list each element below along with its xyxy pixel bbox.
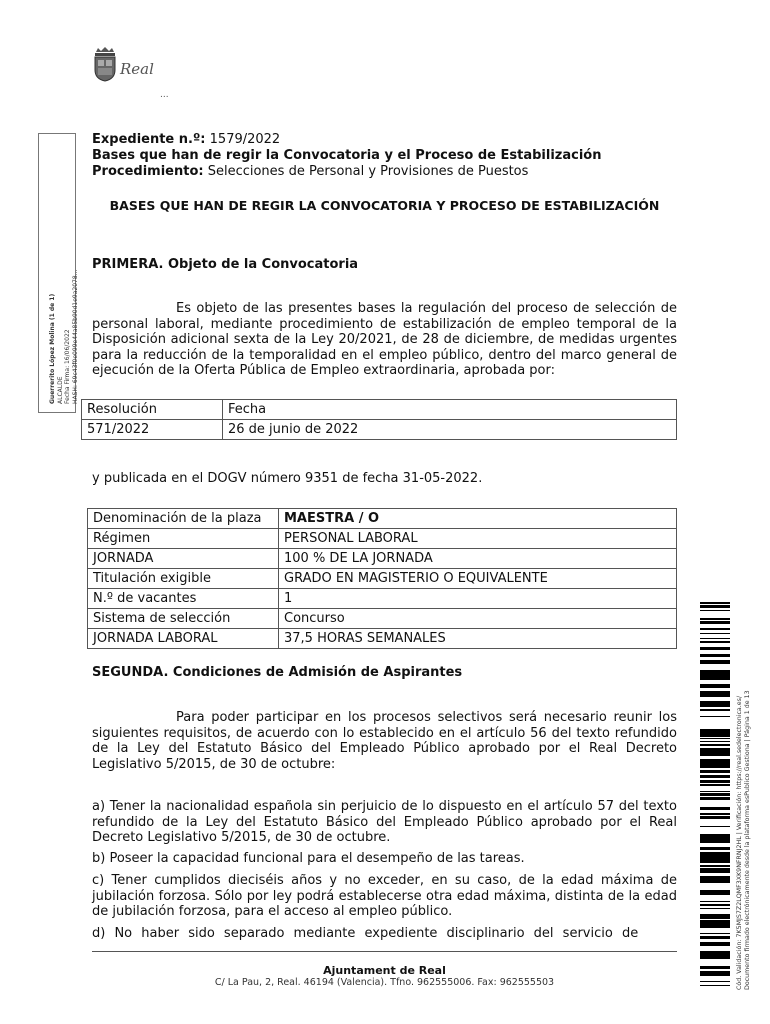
barcode-bar bbox=[700, 633, 730, 634]
barcode-bar bbox=[700, 968, 730, 969]
barcode-bar bbox=[700, 628, 730, 630]
barcode bbox=[700, 602, 730, 986]
barcode-bar bbox=[700, 916, 730, 919]
table-cell: Régimen bbox=[88, 529, 279, 549]
barcode-bar bbox=[700, 732, 730, 734]
table-cell: Concurso bbox=[279, 609, 677, 629]
barcode-bar bbox=[700, 944, 730, 946]
barcode-bar bbox=[700, 926, 730, 928]
barcode-bar bbox=[700, 847, 730, 848]
table-cell: Fecha bbox=[223, 400, 677, 420]
table-row bbox=[88, 569, 677, 589]
barcode-bar bbox=[700, 942, 730, 944]
barcode-bar bbox=[700, 858, 730, 859]
document-title: BASES QUE HAN DE REGIR LA CONVOCATORIA Y PROCESO DE ESTABILIZACIÓN bbox=[109, 198, 660, 213]
barcode-bar bbox=[700, 729, 730, 730]
barcode-bar bbox=[700, 662, 730, 664]
barcode-bar bbox=[700, 642, 730, 643]
table-cell: 571/2022 bbox=[82, 420, 223, 440]
barcode-bar bbox=[700, 838, 730, 841]
barcode-bar bbox=[700, 754, 730, 756]
barcode-bar bbox=[700, 734, 730, 737]
table-row bbox=[82, 400, 677, 420]
barcode-bar bbox=[700, 671, 730, 674]
barcode-bar bbox=[700, 770, 730, 773]
barcode-bar bbox=[700, 890, 730, 892]
barcode-bar bbox=[700, 876, 730, 878]
procedimiento-value: Selecciones de Personal y Provisiones de Puestos bbox=[203, 164, 529, 179]
bases-line bbox=[92, 148, 601, 164]
barcode-bar bbox=[700, 761, 730, 764]
table-cell: Sistema de selección bbox=[88, 609, 279, 629]
barcode-bar bbox=[700, 780, 730, 783]
requirement-d: d) No haber sido separado mediante expediente disciplinario del servicio de bbox=[92, 926, 639, 941]
footer-divider bbox=[92, 951, 677, 952]
barcode-bar bbox=[700, 791, 730, 792]
barcode-bar bbox=[700, 923, 730, 926]
table-cell: GRADO EN MAGISTERIO O EQUIVALENTE bbox=[279, 569, 677, 589]
table-cell: PERSONAL LABORAL bbox=[279, 529, 677, 549]
barcode-bar bbox=[700, 692, 730, 694]
barcode-bar bbox=[700, 638, 730, 639]
barcode-bar bbox=[700, 748, 730, 749]
requirement-b: b) Poseer la capacidad funcional para el desempeño de las tareas. bbox=[92, 851, 525, 866]
table-row bbox=[88, 589, 677, 609]
barcode-bar bbox=[700, 701, 730, 704]
barcode-bar bbox=[700, 706, 730, 707]
barcode-bar bbox=[700, 966, 730, 968]
table-cell: 37,5 HORAS SEMANALES bbox=[279, 629, 677, 649]
barcode-bar bbox=[700, 855, 730, 858]
plaza-table bbox=[87, 508, 677, 649]
expediente-line bbox=[92, 132, 601, 148]
barcode-bar bbox=[700, 621, 730, 624]
verification-line-1: Cód. Validación: 7K5MJS7Z2LQMF3XK9NFRNJ2HL | Verificación: https://real.sedelectronica.es/ bbox=[736, 695, 743, 990]
barcode-bar bbox=[700, 759, 730, 761]
barcode-bar bbox=[700, 860, 730, 863]
table-cell: Denominación de la plaza bbox=[88, 509, 279, 529]
table-row bbox=[88, 549, 677, 569]
table-cell: N.º de vacantes bbox=[88, 589, 279, 609]
footer-address: C/ La Pau, 2, Real. 46194 (Valencia). Tfno. 962555006. Fax: 962555503 bbox=[214, 977, 555, 988]
table-row bbox=[88, 529, 677, 549]
table-cell: MAESTRA / O bbox=[279, 509, 677, 529]
barcode-bar bbox=[700, 936, 730, 939]
table-cell: 26 de junio de 2022 bbox=[223, 420, 677, 440]
requirement-c: c) Tener cumplidos dieciséis años y no exceder, en su caso, de la edad máxima de jubilación forzosa. Sólo por ley podrá establecerse otra edad máxima, distinta de la edad de jubilación forzosa, para el acceso al empleo público. bbox=[92, 873, 677, 919]
expediente-value: 1579/2022 bbox=[205, 132, 281, 147]
publicada-text: y publicada en el DOGV número 9351 de fecha 31-05-2022. bbox=[92, 471, 483, 486]
section-heading-segunda: SEGUNDA. Condiciones de Admisión de Aspirantes bbox=[92, 665, 463, 680]
barcode-bar bbox=[700, 696, 730, 697]
signer-role: ALCALDE bbox=[56, 376, 64, 404]
barcode-bar bbox=[700, 871, 730, 873]
barcode-bar bbox=[700, 841, 730, 843]
barcode-bar bbox=[700, 817, 730, 819]
barcode-bar bbox=[700, 985, 730, 986]
barcode-bar bbox=[700, 957, 730, 959]
barcode-bar bbox=[700, 674, 730, 677]
barcode-bar bbox=[700, 904, 730, 906]
requirement-a: a) Tener la nacionalidad española sin perjuicio de lo dispuesto en el artículo 57 del texto refundido de la Ley del Estatuto Básico del Empleado Público aprobado por el Real Decreto Legislativo 5/2015, de 30 de octubre. bbox=[92, 799, 677, 845]
coat-of-arms-icon bbox=[92, 46, 118, 82]
barcode-bar bbox=[700, 670, 730, 671]
barcode-bar bbox=[700, 793, 730, 796]
barcode-bar bbox=[700, 975, 730, 976]
barcode-bar bbox=[700, 901, 730, 902]
barcode-bar bbox=[700, 605, 730, 607]
logo-dots: ... bbox=[160, 90, 169, 100]
barcode-bar bbox=[700, 766, 730, 768]
barcode-bar bbox=[700, 908, 730, 909]
barcode-bar bbox=[700, 865, 730, 867]
barcode-bar bbox=[700, 607, 730, 608]
signature-text bbox=[43, 132, 81, 412]
barcode-bar bbox=[700, 647, 730, 650]
barcode-bar bbox=[700, 837, 730, 838]
barcode-bar bbox=[700, 784, 730, 786]
table-row bbox=[82, 420, 677, 440]
barcode-bar bbox=[700, 764, 730, 766]
barcode-bar bbox=[700, 797, 730, 798]
table-cell: JORNADA bbox=[88, 549, 279, 569]
barcode-bar bbox=[700, 971, 730, 974]
section-heading-primera: PRIMERA. Objeto de la Convocatoria bbox=[92, 257, 359, 272]
barcode-bar bbox=[700, 751, 730, 754]
barcode-bar bbox=[700, 816, 730, 817]
barcode-bar bbox=[700, 933, 730, 934]
resolucion-table bbox=[81, 399, 677, 440]
verification-line-2: Documento firmado electrónicamente desde la plataforma esPublico Gestiona | Página 1 de 13 bbox=[743, 690, 751, 990]
barcode-bar bbox=[700, 660, 730, 662]
primera-paragraph: Es objeto de las presentes bases la regulación del proceso de selección de personal laboral, mediante procedimiento de estabilización de empleo temporal de la Disposición adicional sexta de la Ley 20/2021, de 28 de diciembre, de medidas urgentes para la reducción de la temporalidad en el empleo público, dentro del marco general de ejecución de la Oferta Pública de Empleo extraordinaria, aprobada por: bbox=[92, 301, 677, 378]
barcode-bar bbox=[700, 920, 730, 923]
barcode-bar bbox=[700, 848, 730, 850]
table-row bbox=[88, 509, 677, 529]
barcode-bar bbox=[700, 602, 730, 604]
table-cell: Resolución bbox=[82, 400, 223, 420]
barcode-bar bbox=[700, 914, 730, 916]
table-cell: 100 % DE LA JORNADA bbox=[279, 549, 677, 569]
barcode-bar bbox=[700, 691, 730, 692]
barcode-bar bbox=[700, 654, 730, 657]
barcode-bar bbox=[700, 951, 730, 952]
barcode-bar bbox=[700, 813, 730, 815]
document-header bbox=[92, 132, 601, 180]
barcode-bar bbox=[700, 744, 730, 746]
barcode-bar bbox=[700, 749, 730, 751]
signer-name: Guerrerito López Molina (1 de 1) bbox=[49, 293, 56, 404]
signature-hash: HASH: 69c43f0e099e44a85b90d1e9a2078... bbox=[71, 269, 79, 404]
barcode-bar bbox=[700, 741, 730, 742]
barcode-bar bbox=[700, 738, 730, 739]
barcode-bar bbox=[700, 981, 730, 982]
procedimiento-label: Procedimiento: bbox=[92, 164, 204, 179]
segunda-intro: Para poder participar en los procesos selectivos será necesario reunir los siguientes requisitos, de acuerdo con lo establecido en el artículo 56 del texto refundido de la Ley del Estatuto Básico del Empleado Público aprobado por el Real Decreto Legislativo 5/2015, de 30 de octubre: bbox=[92, 710, 677, 772]
verification-text bbox=[736, 660, 760, 990]
signature-date: Fecha Firma: 16/06/2022 bbox=[64, 329, 71, 404]
barcode-bar bbox=[700, 892, 730, 895]
table-row bbox=[88, 629, 677, 649]
table-row bbox=[88, 609, 677, 629]
barcode-bar bbox=[700, 878, 730, 881]
barcode-bar bbox=[700, 709, 730, 711]
barcode-bar bbox=[700, 716, 730, 717]
barcode-bar bbox=[700, 687, 730, 688]
footer-title: Ajuntament de Real bbox=[323, 964, 446, 977]
barcode-bar bbox=[700, 834, 730, 837]
logo-text: Real bbox=[120, 60, 154, 78]
signature-box bbox=[38, 133, 79, 413]
barcode-bar bbox=[700, 852, 730, 855]
barcode-bar bbox=[700, 974, 730, 975]
barcode-bar bbox=[700, 704, 730, 706]
table-cell: JORNADA LABORAL bbox=[88, 629, 279, 649]
barcode-bar bbox=[700, 799, 730, 800]
barcode-bar bbox=[700, 798, 730, 799]
bases-text: Bases que han de regir la Convocatoria y el Proceso de Estabilización bbox=[92, 148, 602, 163]
barcode-bar bbox=[700, 952, 730, 954]
barcode-bar bbox=[700, 868, 730, 871]
barcode-bar bbox=[700, 677, 730, 680]
barcode-bar bbox=[700, 684, 730, 687]
barcode-bar bbox=[700, 730, 730, 732]
barcode-bar bbox=[700, 859, 730, 860]
table-cell: 1 bbox=[279, 589, 677, 609]
barcode-bar bbox=[700, 826, 730, 827]
barcode-bar bbox=[700, 775, 730, 778]
barcode-bar bbox=[700, 694, 730, 696]
barcode-bar bbox=[700, 954, 730, 957]
table-cell: Titulación exigible bbox=[88, 569, 279, 589]
municipal-logo bbox=[92, 46, 154, 82]
barcode-bar bbox=[700, 807, 730, 810]
expediente-label: Expediente n.º: bbox=[92, 132, 206, 147]
barcode-bar bbox=[700, 618, 730, 620]
barcode-bar bbox=[700, 641, 730, 642]
barcode-bar bbox=[700, 610, 730, 611]
procedimiento-line bbox=[92, 164, 601, 180]
barcode-bar bbox=[700, 881, 730, 883]
